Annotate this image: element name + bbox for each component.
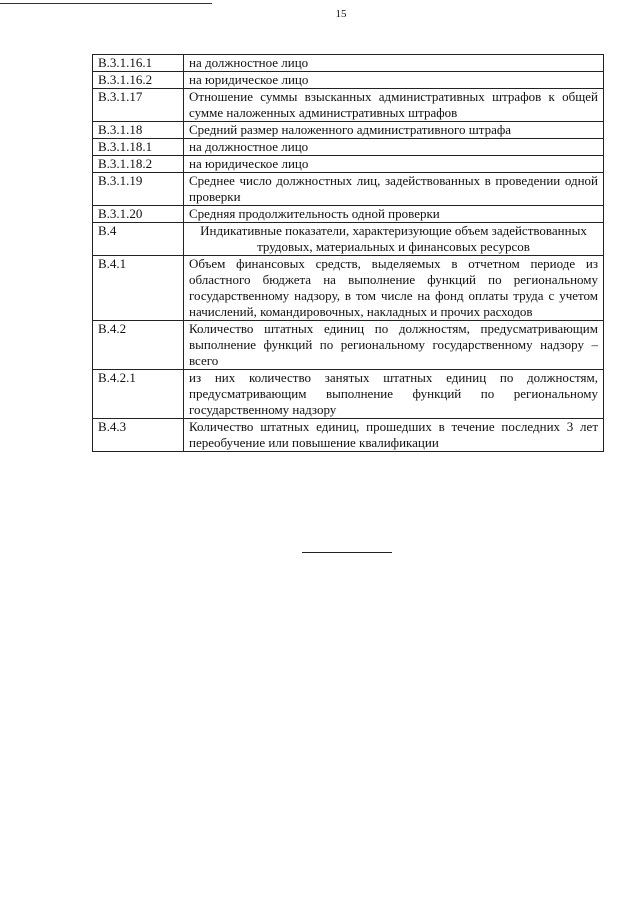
table-row	[93, 55, 604, 72]
page-number: 15	[335, 8, 347, 20]
row-description: Средний размер наложенного административного штрафа	[184, 122, 604, 139]
table-row	[93, 206, 604, 223]
row-code: В.3.1.19	[93, 173, 184, 206]
row-description: на юридическое лицо	[184, 72, 604, 89]
row-code: В.3.1.16.1	[93, 55, 184, 72]
row-code: В.3.1.20	[93, 206, 184, 223]
end-rule	[302, 552, 392, 553]
row-description: Количество штатных единиц, прошедших в течение последних 3 лет переобучение или повышение квалификации	[184, 419, 604, 452]
row-description: Среднее число должностных лиц, задействованных в проведении одной проверки	[184, 173, 604, 206]
row-description: на должностное лицо	[184, 55, 604, 72]
table-row-section	[93, 223, 604, 256]
indicators-table	[92, 54, 604, 452]
row-description: Количество штатных единиц по должностям, предусматривающим выполнение функций по региональному государственному надзору – всего	[184, 321, 604, 370]
table-row	[93, 139, 604, 156]
table-row	[93, 321, 604, 370]
table-row	[93, 89, 604, 122]
row-description: Объем финансовых средств, выделяемых в отчетном периоде из областного бюджета на выполнение функций по региональному государственному надзору, в том числе на фонд оплаты труда с учетом начислений, командировочных, накладных и прочих расходов	[184, 256, 604, 321]
table-row	[93, 122, 604, 139]
table-row	[93, 256, 604, 321]
table-row	[93, 156, 604, 173]
row-description: Отношение суммы взысканных административных штрафов к общей сумме наложенных административных штрафов	[184, 89, 604, 122]
row-code: В.3.1.17	[93, 89, 184, 122]
row-description: на должностное лицо	[184, 139, 604, 156]
row-code: В.3.1.18	[93, 122, 184, 139]
header-rule	[0, 3, 212, 4]
row-description: Средняя продолжительность одной проверки	[184, 206, 604, 223]
row-description: на юридическое лицо	[184, 156, 604, 173]
row-code: В.4	[93, 223, 184, 256]
table-row	[93, 419, 604, 452]
table-row	[93, 173, 604, 206]
row-code: В.4.1	[93, 256, 184, 321]
row-code: В.3.1.18.2	[93, 156, 184, 173]
row-code: В.3.1.18.1	[93, 139, 184, 156]
row-code: В.4.2.1	[93, 370, 184, 419]
row-code: В.4.2	[93, 321, 184, 370]
section-heading: Индикативные показатели, характеризующие объем задействованных трудовых, материальных и финансовых ресурсов	[184, 223, 604, 256]
row-description: из них количество занятых штатных единиц по должностям, предусматривающим выполнение функций по региональному государственному надзору	[184, 370, 604, 419]
table-row	[93, 370, 604, 419]
row-code: В.3.1.16.2	[93, 72, 184, 89]
table-row	[93, 72, 604, 89]
row-code: В.4.3	[93, 419, 184, 452]
